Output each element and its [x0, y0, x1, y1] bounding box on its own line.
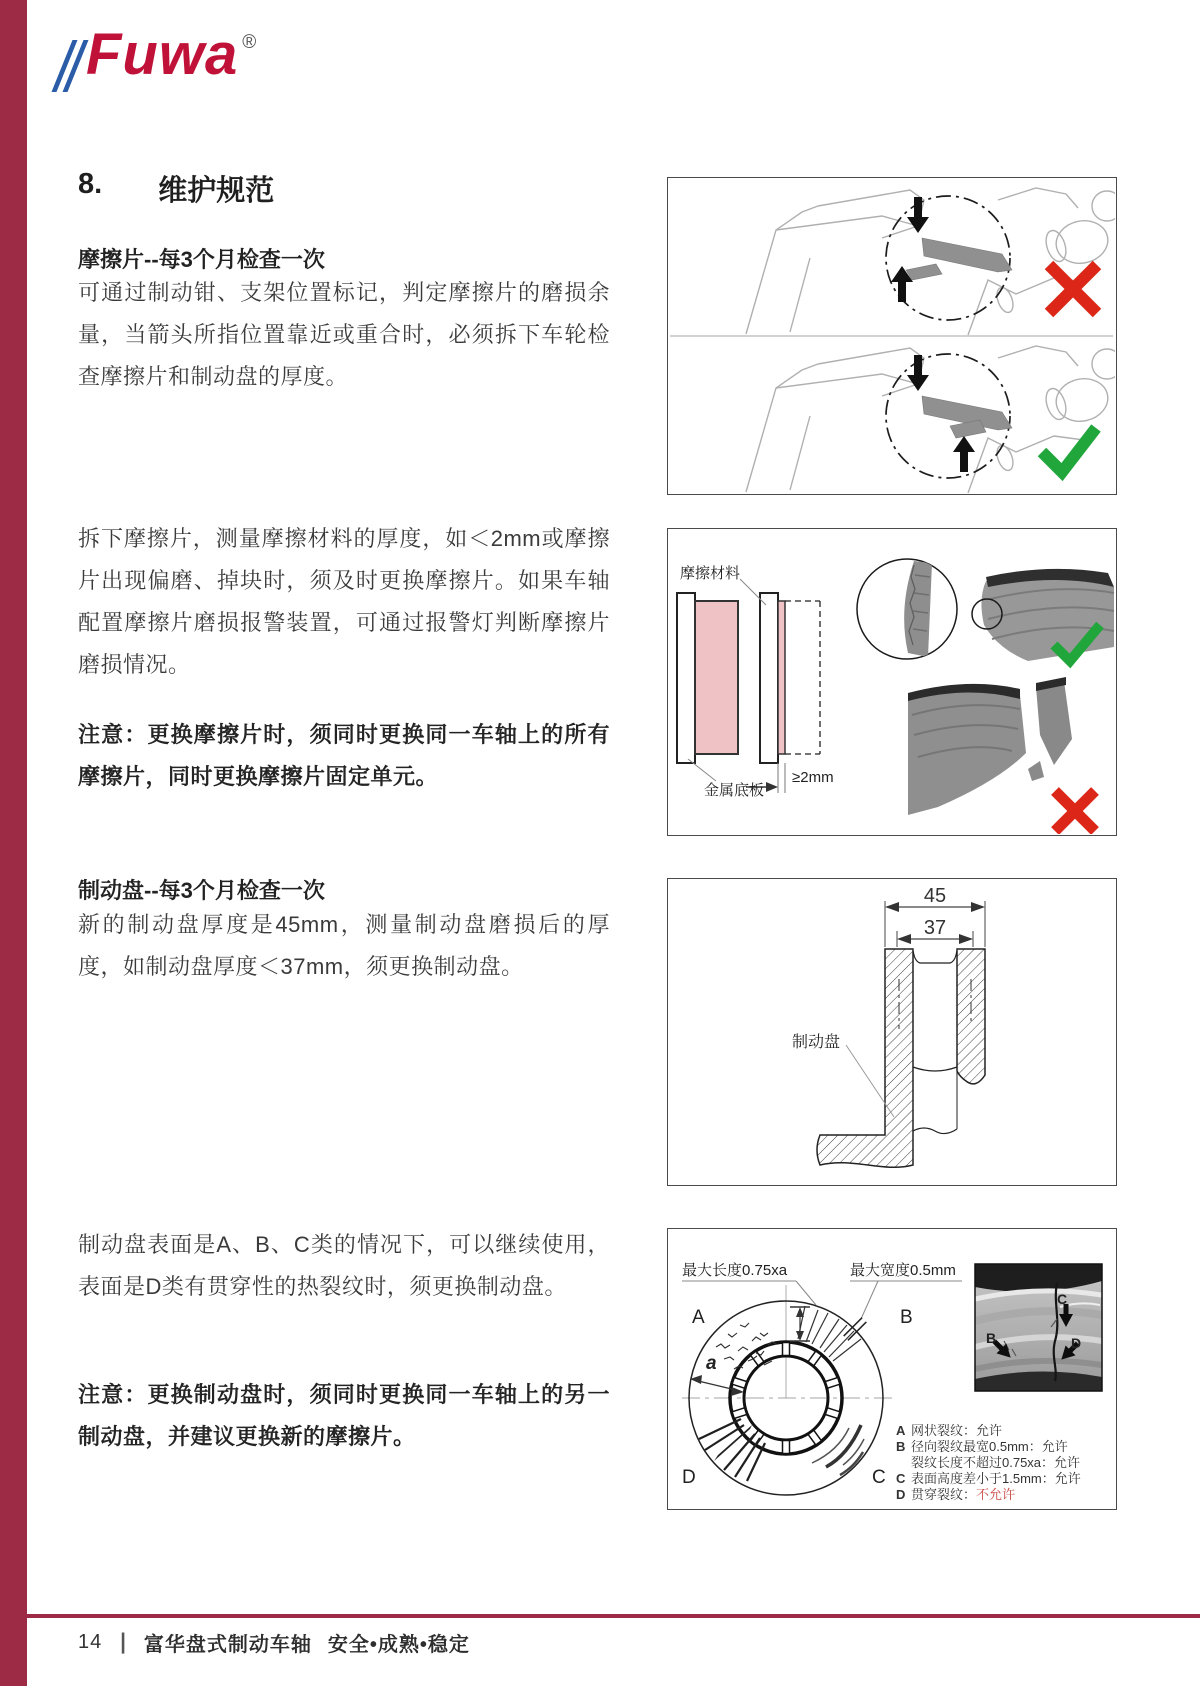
footer-slogan: 安全•成熟•稳定 [327, 1634, 470, 1656]
figure-disc-cracks [667, 1228, 1117, 1510]
logo-text: Fuwa [86, 22, 239, 87]
note-row: 裂纹长度不超过0.75xa：允许 [911, 1455, 1081, 1470]
page-number: 14 [78, 1631, 103, 1653]
photo-mark-b: B [986, 1330, 997, 1346]
registered-mark: ® [242, 32, 257, 53]
zone-label-a: A [692, 1307, 705, 1328]
footer [78, 1628, 470, 1657]
note-row: C 表面高度差小于1.5mm：允许 [896, 1471, 1081, 1486]
disc-section-body: 新的制动盘厚度是45mm，测量制动盘磨损后的厚度，如制动盘厚度＜37mm，须更换制动盘。 [78, 912, 610, 979]
footer-axle-name: 富华盘式制动车轴 [143, 1634, 312, 1656]
footer-rule [27, 1614, 1200, 1618]
check-icon [1042, 428, 1096, 472]
disc-section-diagram [668, 879, 1115, 1184]
note-row: B 径向裂纹最宽0.5mm：允许 [896, 1439, 1068, 1454]
heading-title: 维护规范 [158, 175, 275, 207]
pad-measure-note: 注意：更换摩擦片时，须同时更换同一车轴上的所有摩擦片，同时更换摩擦片固定单元。 [78, 722, 610, 789]
note-row: A 网状裂纹：允许 [896, 1423, 1003, 1438]
disc-surface-note: 注意：更换制动盘时，须同时更换同一车轴上的另一制动盘，并建议更换新的摩擦片。 [78, 1382, 610, 1449]
pad-wear-good [746, 346, 1115, 493]
dim-a-label: a [706, 1353, 717, 1374]
pad-wear-bad [746, 188, 1115, 335]
zone-label-b: B [900, 1307, 913, 1328]
radial-cracks [798, 1306, 861, 1361]
friction-material-label: 摩擦材料 [680, 565, 741, 582]
cross-icon [1049, 265, 1097, 313]
crack-width-label: 最大宽度0.5mm [850, 1262, 956, 1279]
disc-section-title: 制动盘--每3个月检查一次 [78, 878, 325, 903]
pad-wear-diagram [668, 178, 1115, 493]
metal-backplate-label: 金属底板 [704, 782, 765, 799]
zone-label-c: C [872, 1467, 886, 1488]
pad-photo-ok [857, 559, 1114, 661]
photo-mark-c: C [1057, 1291, 1068, 1307]
disc-surface-body: 制动盘表面是A、B、C类的情况下，可以继续使用，表面是D类有贯穿性的热裂纹时，须更换制动盘。 [78, 1232, 610, 1299]
zone-label-d: D [682, 1467, 696, 1488]
crack-length-label: 最大长度0.75xa [682, 1262, 788, 1279]
pad-section-title: 摩擦片--每3个月检查一次 [78, 247, 325, 272]
logo-stripes-icon [62, 40, 78, 92]
figure-pad-thickness [667, 528, 1117, 836]
disc-surface-photo [975, 1264, 1102, 1391]
note-row: D 贯穿裂纹：不允许 [896, 1487, 1016, 1502]
cross-icon [1055, 791, 1095, 831]
photo-mark-d: D [1071, 1335, 1082, 1351]
heading-number: 8. [78, 168, 103, 200]
footer-separator: | [120, 1629, 126, 1655]
section-heading [78, 168, 274, 209]
pad-photo-bad [908, 677, 1095, 831]
worn-thickness-dim: 37 [923, 917, 947, 939]
pad-measure-body: 拆下摩擦片，测量摩擦材料的厚度，如＜2mm或摩擦片出现偏磨、掉块时，须及时更换摩擦片。如果车轴配置摩擦片磨损报警装置，可通过报警灯判断摩擦片磨损情况。 [78, 526, 610, 677]
figure-pad-wear-check [667, 177, 1117, 495]
crack-notes [896, 1423, 1114, 1503]
brand-logo [62, 22, 257, 92]
pad-section-body: 可通过制动钳、支架位置标记，判定摩擦片的磨损余量，当箭头所指位置靠近或重合时，必须拆下车轮检查摩擦片和制动盘的厚度。 [78, 280, 610, 389]
min-thickness-dim: ≥2mm [792, 769, 834, 786]
outer-thickness-dim: 45 [923, 885, 947, 907]
left-accent-bar [0, 0, 27, 1686]
figure-disc-section [667, 878, 1117, 1186]
disc-label: 制动盘 [792, 1034, 841, 1051]
